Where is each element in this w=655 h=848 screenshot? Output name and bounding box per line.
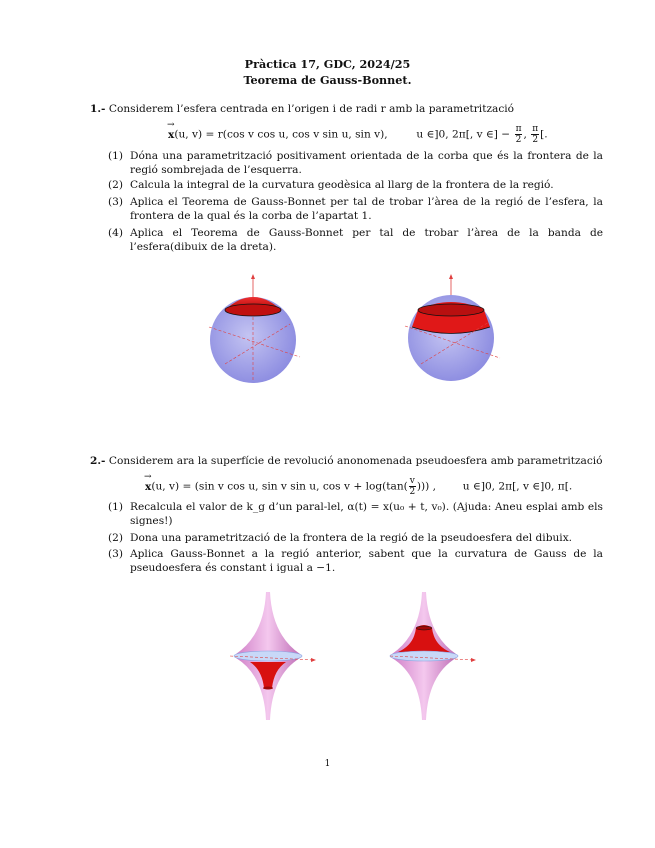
item-number: (3) bbox=[108, 548, 124, 560]
item-text: Dóna una parametrització positivament orientada de la corba que és la frontera de la regió sombrejada de l’esquerra. bbox=[130, 150, 603, 176]
item-text: Aplica el Teorema de Gauss-Bonnet per tal de trobar l’àrea de la banda de l’esfera(dibuix de la dreta). bbox=[130, 227, 603, 253]
problem-2-intro bbox=[90, 455, 610, 469]
pseudosphere-figure-left bbox=[222, 590, 322, 725]
item-number: (4) bbox=[108, 227, 124, 239]
problem-1-intro-text: Considerem l’esfera centrada en l’origen i de radi r amb la parametrització bbox=[108, 103, 515, 115]
problem-2-intro-text: Considerem ara la superfície de revolució anonomenada pseudoesfera amb parametrització bbox=[108, 455, 603, 467]
z-axis-arrow bbox=[251, 274, 255, 279]
fraction-pi-over-2: $\frac{\pi}{2}$ bbox=[515, 124, 522, 145]
item-text: Aplica el Teorema de Gauss-Bonnet per tal de trobar l’àrea de la regió de l’esfera, la frontera de la qual és la corba de l’apartat 1. bbox=[130, 196, 603, 222]
item-number: (2) bbox=[108, 532, 124, 544]
sphere-figure-right bbox=[393, 272, 513, 392]
problem-2-item-3 bbox=[108, 548, 603, 575]
item-number: (1) bbox=[108, 501, 124, 513]
problem-1-intro bbox=[90, 103, 610, 117]
item-number: (2) bbox=[108, 179, 124, 191]
formula-1-lhs: (u, v) = r(cos v cos u, cos v sin u, sin v), bbox=[174, 128, 388, 141]
item-text: Dona una parametrització de la frontera de la regió de la pseudoesfera del dibuix. bbox=[130, 532, 573, 544]
vector-x-symbol: → x bbox=[145, 481, 151, 493]
item-text: Calcula la integral de la curvatura geodèsica al llarg de la frontera de la regió. bbox=[130, 179, 554, 191]
problem-1-item-2 bbox=[108, 179, 603, 193]
band-top-boundary bbox=[418, 304, 484, 316]
document-title: Pràctica 17, GDC, 2024/25 bbox=[244, 57, 411, 71]
item-text: Aplica Gauss-Bonnet a la regió anterior, sabent que la curvatura de Gauss de la pseudoesfera és constant i igual a −1. bbox=[130, 548, 603, 574]
problem-1-item-4 bbox=[108, 227, 603, 254]
x-axis-arrow bbox=[311, 658, 316, 662]
page-number: 1 bbox=[324, 759, 331, 769]
item-number: (3) bbox=[108, 196, 124, 208]
z-axis-arrow bbox=[449, 274, 453, 279]
problem-1-number: 1.- bbox=[90, 103, 106, 115]
problem-1-item-3 bbox=[108, 196, 603, 223]
formula-2-lhs: (u, v) = (sin v cos u, sin v sin u, cos v + log(tan( bbox=[151, 480, 408, 493]
equator-ring bbox=[234, 651, 302, 661]
item-number: (1) bbox=[108, 150, 124, 162]
problem-2-formula bbox=[145, 476, 572, 497]
problem-1-formula: → x(u, v) = r(cos v cos u, cos v sin u, sin v), u ∈]0, 2π[, v ∈] − $\frac{\pi}{2}$ , $\frac{\pi}{2}$ [. bbox=[168, 124, 548, 145]
formula-1-domain-end: [. bbox=[540, 128, 548, 141]
region-boundary bbox=[263, 687, 273, 690]
item-text: Recalcula el valor de k_g d’un paral-lel, α(t) = x(u₀ + t, v₀). (Ajuda: Aneu esplai amb els signes!) bbox=[130, 501, 603, 527]
formula-2-domain: u ∈]0, 2π[, v ∈]0, π[. bbox=[462, 480, 573, 493]
pseudosphere-figure-right bbox=[388, 590, 488, 725]
document-subtitle: Teorema de Gauss-Bonnet. bbox=[243, 73, 412, 87]
formula-2-rhs: ))) , bbox=[416, 480, 437, 493]
formula-1-domain: u ∈]0, 2π[, v ∈] − bbox=[416, 128, 511, 141]
problem-1-item-1 bbox=[108, 150, 603, 177]
cap-boundary bbox=[225, 304, 281, 316]
problem-2-item-2 bbox=[108, 532, 603, 546]
vector-x-symbol: → x bbox=[168, 129, 174, 141]
x-axis-arrow bbox=[471, 658, 476, 662]
problem-2-item-1 bbox=[108, 501, 603, 528]
problem-2-number: 2.- bbox=[90, 455, 106, 467]
equator-ring bbox=[390, 651, 458, 661]
region-top-boundary bbox=[416, 626, 432, 630]
sphere-figure-left bbox=[195, 272, 315, 392]
fraction-pi-over-2-b: $\frac{\pi}{2}$ bbox=[532, 124, 539, 145]
fraction-v-over-2: $\frac{v}{2}$ bbox=[409, 476, 416, 497]
